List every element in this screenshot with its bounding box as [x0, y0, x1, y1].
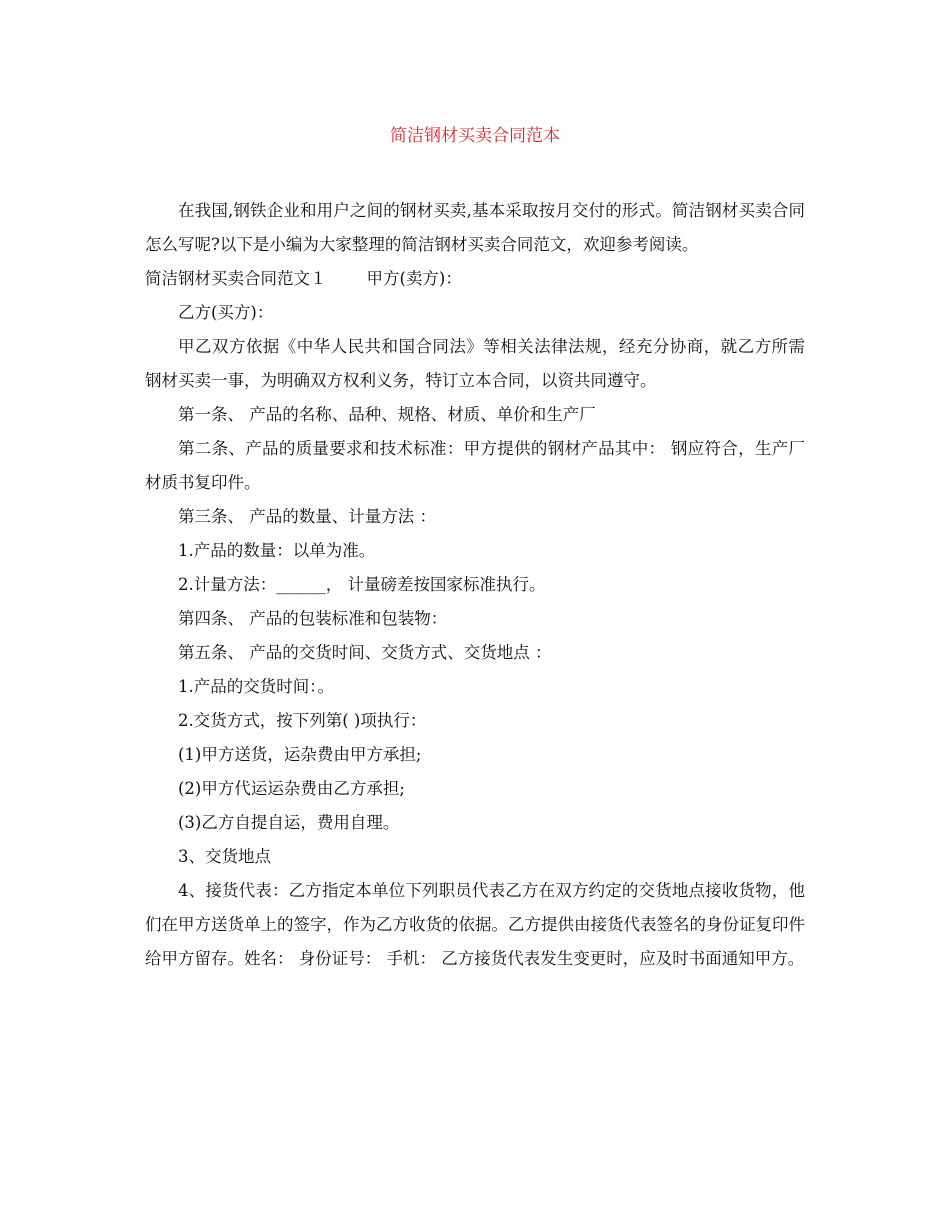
paragraph-option-1: (1)甲方送货，运杂费由甲方承担; — [178, 745, 422, 764]
document-title: 简洁钢材买卖合同范本 — [390, 126, 560, 146]
paragraph-quantity: 1.产品的数量：以单为准。 — [178, 541, 376, 560]
paragraph-article-5: 第五条、 产品的交货时间、交货方式、交货地点 ： — [178, 643, 552, 662]
paragraph-delivery-time: 1.产品的交货时间：。 — [178, 677, 334, 696]
paragraph-article-1: 第一条、 产品的名称、品种、规格、材质、单价和生产厂 — [178, 405, 596, 424]
party-a-label: 甲方(卖方)： — [366, 269, 462, 288]
paragraph-sample-heading — [145, 262, 805, 296]
paragraph-basis: 甲乙双方依据《中华人民共和国合同法》等相关法律法规，经充分协商，就乙方所需 钢材买卖一事，为明确双方权利义务，特订立本合同，以资共同遵守。 — [145, 337, 805, 390]
paragraph-option-2: (2)甲方代运运杂费由乙方承担; — [178, 779, 405, 798]
paragraph-party-b: 乙方(买方)： — [178, 303, 274, 322]
sample-title: 简洁钢材买卖合同范文１ — [145, 269, 327, 288]
paragraph-delivery-place: 3、交货地点 — [178, 847, 271, 866]
paragraph-article-2: 第二条、产品的质量要求和技术标准：甲方提供的钢材产品其中： 钢应符合，生产厂材质书复印件。 — [145, 439, 805, 492]
paragraph-intro: 在我国,钢铁企业和用户之间的钢材买卖,基本采取按月交付的形式。简洁钢材买卖合同怎么写呢?以下是小编为大家整理的简洁钢材买卖合同范文，欢迎参考阅读。 — [145, 201, 805, 254]
paragraph-measurement: 2.计量方法：______， 计量磅差按国家标准执行。 — [178, 575, 546, 594]
paragraph-article-4: 第四条、 产品的包装标准和包装物： — [178, 609, 448, 628]
paragraph-article-3: 第三条、 产品的数量、计量方法 ： — [178, 507, 436, 526]
paragraph-delivery-method: 2.交货方式，按下列第( )项执行： — [178, 711, 427, 730]
document-body — [145, 194, 805, 976]
paragraph-receiving-agent: 4、接货代表：乙方指定本单位下列职员代表乙方在双方约定的交货地点接收货物，他们在甲方送货单上的签字，作为乙方收货的依据。乙方提供由接货代表签名的身份证复印件给甲方留存。姓名： 身份证号： 手机： 乙方接货代表发生变更时，应及时书面通知甲方。 — [145, 881, 805, 968]
paragraph-option-3: (3)乙方自提自运，费用自理。 — [178, 813, 400, 832]
